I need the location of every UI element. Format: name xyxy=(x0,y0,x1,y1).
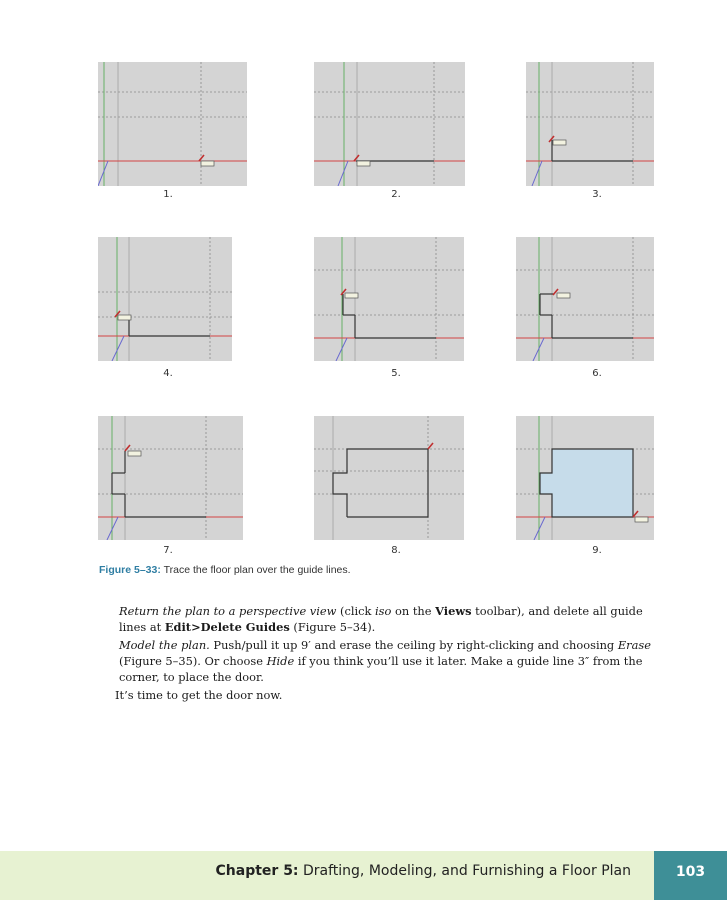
chapter-title xyxy=(216,863,631,879)
panel-label-7: 7. xyxy=(163,545,173,556)
panel-1-drawing xyxy=(98,62,247,186)
step-panel-2 xyxy=(314,62,465,186)
panel-label-8: 8. xyxy=(391,545,401,556)
chapter-number: Chapter 5: xyxy=(215,863,299,879)
step-panel-4 xyxy=(98,237,232,361)
page-footer xyxy=(0,851,727,900)
paragraph-perspective: Return the plan to a perspective view (click iso on the Views toolbar), and delete all guide lines at Edit>Delete Guides (Figure 5–34). xyxy=(119,604,643,634)
step-panel-1 xyxy=(98,62,247,186)
step-panel-3 xyxy=(526,62,654,186)
figure-caption xyxy=(99,564,351,576)
figure-number: Figure 5–33: xyxy=(99,564,161,576)
panel-label-1: 1. xyxy=(163,189,173,200)
paragraph-model: Model the plan. Push/pull it up 9′ and erase the ceiling by right-clicking and choosing Erase (Figure 5–35). Or choose Hide if you think you’ll use it later. Make a guide line 3″ from the corner, to place the door. xyxy=(119,638,651,684)
figure-caption-text: Trace the floor plan over the guide lines. xyxy=(163,564,351,576)
step-panel-6 xyxy=(516,237,654,361)
step-panel-5 xyxy=(314,237,464,361)
panel-9-drawing xyxy=(516,416,654,540)
panel-2-drawing xyxy=(314,62,465,186)
panel-label-4: 4. xyxy=(163,368,173,379)
chapter-name: Drafting, Modeling, and Furnishing a Floor Plan xyxy=(302,863,631,879)
page-number: 103 xyxy=(675,864,706,880)
page-number-box xyxy=(654,851,727,900)
step-panel-8 xyxy=(314,416,464,540)
panel-6-drawing xyxy=(516,237,654,361)
panel-label-2: 2. xyxy=(391,189,401,200)
paragraph-door: It’s time to get the door now. xyxy=(115,688,283,702)
panel-label-9: 9. xyxy=(592,545,602,556)
panel-label-6: 6. xyxy=(592,368,602,379)
panel-3-drawing xyxy=(526,62,654,186)
panel-5-drawing xyxy=(314,237,464,361)
panel-4-drawing xyxy=(98,237,232,361)
panel-8-drawing xyxy=(314,416,464,540)
panel-label-5: 5. xyxy=(391,368,401,379)
body-text xyxy=(115,603,659,705)
step-panel-9 xyxy=(516,416,654,540)
panel-7-drawing xyxy=(98,416,243,540)
panel-label-3: 3. xyxy=(592,189,602,200)
step-panel-7 xyxy=(98,416,243,540)
